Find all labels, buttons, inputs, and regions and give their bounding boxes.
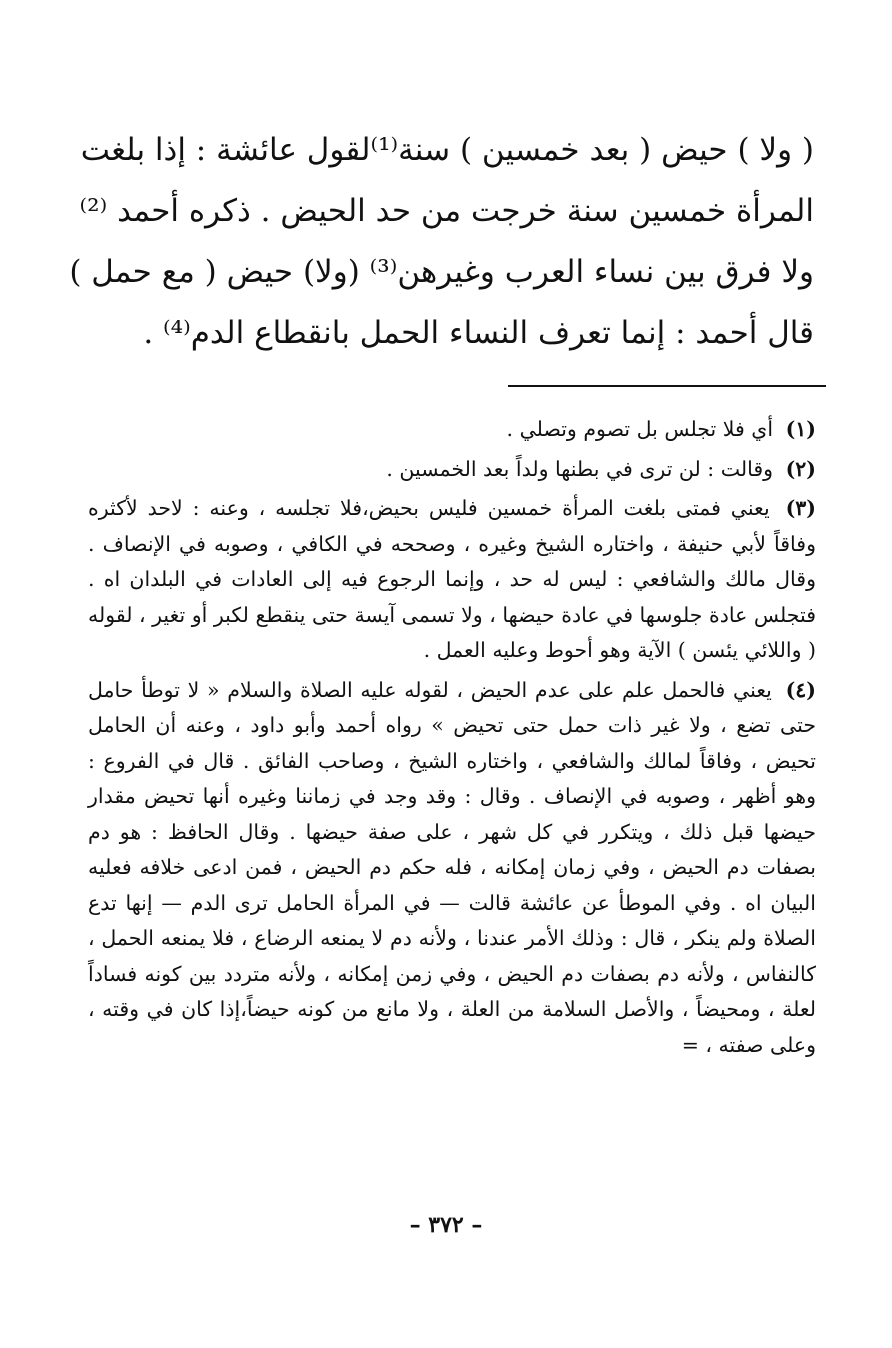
main-text-line: المرأة خمسين سنة خرجت من حد الحيض . ذكره أحمد ⁽²⁾ — [79, 193, 814, 229]
footnote-text: يعني فمتى بلغت المرأة خمسين فليس بحيض،فلا تجلسه ، وعنه : لاحد لأكثره وفاقاً لأبي حنيفة ، واختاره الشيخ وغيره ، وصححه في الكافي ، وصوبه في الإنصاف . وقال مالك والشافعي : ليس له حد ، وإنما الرجوع فيه إلى العادات في البلدان اه . فتجلس عادة جلوسها في عادة حيضها ، ولا تسمى آيسة حتى ينقطع لكبر أو تغير ، لقوله ( واللائي يئسن ) الآية وهو أحوط وعليه العمل . — [88, 496, 816, 662]
footnote — [88, 673, 816, 1064]
main-text-line: ولا فرق بين نساء العرب وغيرهن⁽³⁾ (ولا) حيض ( مع حمل ) — [69, 254, 814, 290]
page-number: – ٣٧٢ – — [409, 1212, 483, 1238]
footnote-number: (١) — [785, 417, 816, 441]
footnote-text: وقالت : لن ترى في بطنها ولداً بعد الخمسين . — [386, 456, 774, 481]
footnote-text: يعني فالحمل علم على عدم الحيض ، لقوله عليه الصلاة والسلام « لا توطأ حامل حتى تضع ، ولا غير ذات حمل حتى تحيض » رواه أحمد وأبو داود ، وعنه أن الحامل تحيض ، وفاقاً لمالك والشافعي ، واختاره الشيخ ، وصاحب الفائق . قال في الفروع : وهو أظهر ، وصوبه في الإنصاف . وقال : وقد وجد في زماننا وغيره أنها تحيض مقدار حيضها قبل ذلك ، ويتكرر في كل شهر ، على صفة حيضها . وقال الحافظ : هو دم بصفات دم الحيض ، وفي زمان إمكانه ، فله حكم دم الحيض ، فمن ادعى خلافه فعليه البيان اه . وفي الموطأ عن عائشة قالت — في المرأة الحامل ترى الدم — إنها تدع الصلاة ولم ينكر ، قال : وذلك الأمر عندنا ، ولأنه دم لا يمنعه الرضاع ، فلا يمنعه الحمل ، كالنفاس ، ولأنه دم بصفات دم الحيض ، وفي زمن إمكانه ، ولأنه متردد بين كونه فساداً لعلة ، ومحيضاً ، والأصل السلامة من العلة ، ولا مانع من كونه حيضاً،إذا كان في وقته ، وعلى صفته ، = — [88, 677, 816, 1057]
footnote-number: (٢) — [785, 456, 816, 481]
footnotes-block — [88, 412, 816, 1067]
main-text-line: قال أحمد : إنما تعرف النساء الحمل بانقطاع الدم⁽⁴⁾ . — [143, 315, 814, 351]
footnote-number: (٣) — [785, 496, 816, 520]
footnote — [88, 412, 816, 448]
footnote-text: أي فلا تجلس بل تصوم وتصلي . — [506, 417, 774, 441]
main-text-line: ( ولا ) حيض ( بعد خمسين ) سنة⁽¹⁾لقول عائشة : إذا بلغت — [80, 132, 814, 168]
footnote-number: (٤) — [785, 677, 816, 702]
main-text-block — [69, 120, 814, 364]
footnote — [88, 452, 816, 488]
footnote — [88, 491, 816, 669]
footnote-separator — [508, 385, 826, 387]
